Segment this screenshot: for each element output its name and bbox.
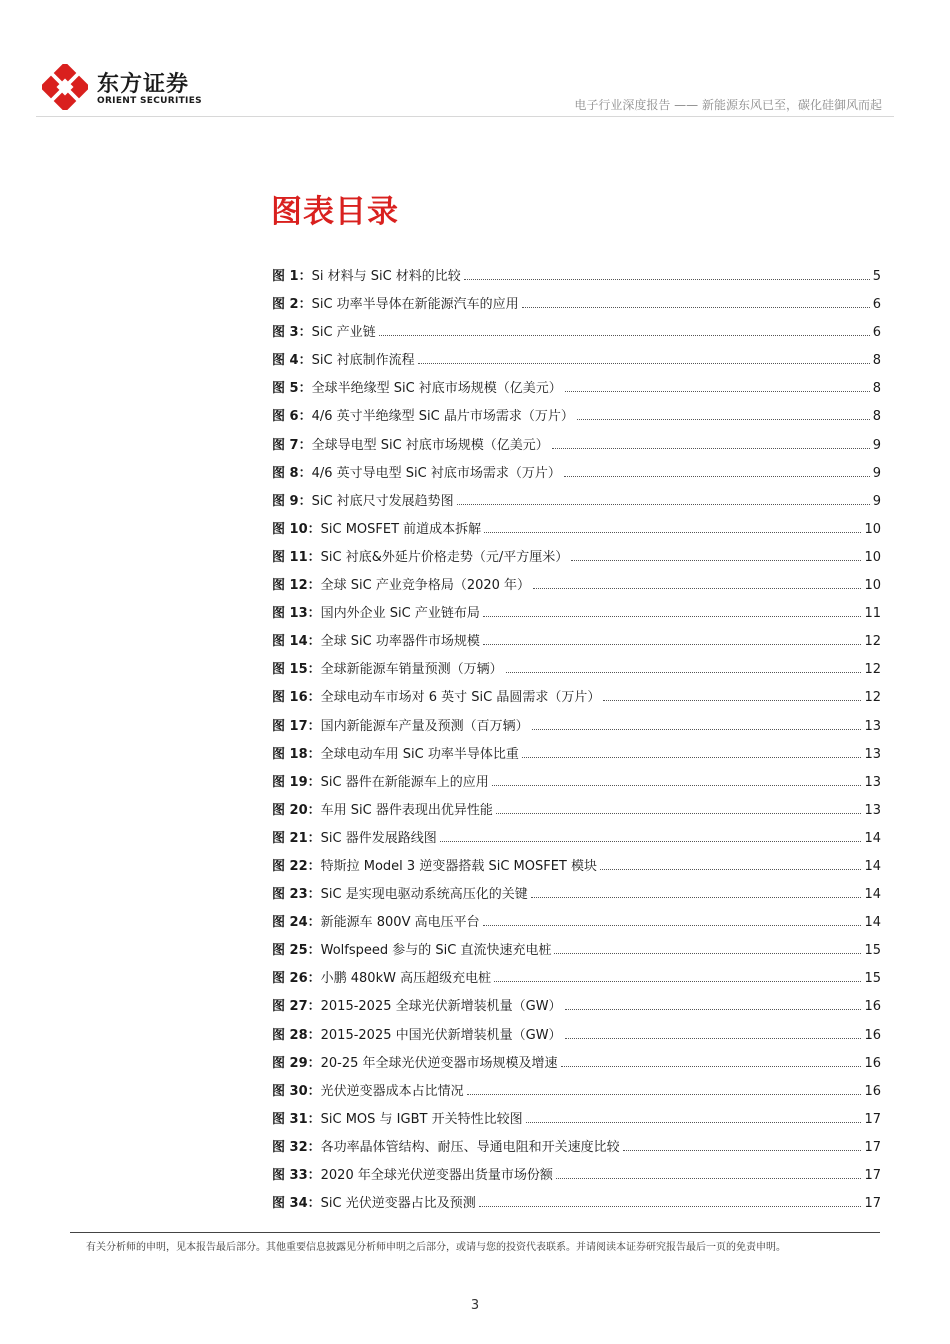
brand-name-en: ORIENT SECURITIES: [97, 96, 202, 106]
toc-entry-page: 9: [872, 465, 881, 481]
toc-entry-title: 新能源车 800V 高电压平台: [320, 915, 480, 931]
toc-entry-title: 各功率晶体管结构、耐压、导通电阻和开关速度比较: [320, 1139, 620, 1155]
toc-dot-leader: [379, 335, 870, 336]
toc-entry-number: 图 5：: [272, 381, 312, 397]
toc-entry-page: 12: [864, 662, 881, 678]
toc-entry-page: 14: [864, 830, 881, 846]
toc-entry-title: 小鹏 480kW 高压超级充电桩: [320, 971, 492, 987]
toc-dot-leader: [418, 363, 870, 364]
toc-entry[interactable]: [272, 940, 881, 968]
toc-entry-number: 图 24：: [272, 915, 321, 931]
toc-entry-number: 图 3：: [272, 325, 312, 341]
toc-entry[interactable]: [272, 1053, 881, 1081]
toc-entry[interactable]: [272, 631, 881, 659]
toc-dot-leader: [464, 279, 870, 280]
toc-entry-page: 17: [864, 1196, 881, 1212]
toc-dot-leader: [492, 785, 862, 786]
toc-entry[interactable]: [272, 491, 881, 519]
toc-entry-title: SiC MOS 与 IGBT 开关特性比较图: [320, 1111, 523, 1127]
toc-entry-number: 图 10：: [272, 521, 321, 537]
toc-entry-title: SiC 功率半导体在新能源汽车的应用: [311, 297, 519, 313]
toc-dot-leader: [531, 897, 862, 898]
toc-entry-page: 13: [864, 774, 881, 790]
toc-entry-page: 16: [864, 1055, 881, 1071]
toc-entry-number: 图 23：: [272, 887, 321, 903]
toc-entry-title: 国内新能源车产量及预测（百万辆）: [320, 718, 529, 734]
toc-entry[interactable]: [272, 687, 881, 715]
toc-dot-leader: [479, 1206, 862, 1207]
toc-dot-leader: [603, 700, 861, 701]
toc-entry[interactable]: [272, 968, 881, 996]
toc-entry[interactable]: [272, 350, 881, 378]
toc-dot-leader: [577, 419, 870, 420]
toc-entry-title: 全球新能源车销量预测（万辆）: [320, 662, 503, 678]
toc-entry[interactable]: [272, 322, 881, 350]
toc-dot-leader: [565, 1009, 862, 1010]
toc-entry[interactable]: [272, 800, 881, 828]
toc-entry-title: 2015-2025 全球光伏新增装机量（GW）: [320, 999, 562, 1015]
toc-entry-number: 图 14：: [272, 634, 321, 650]
toc-entry-title: 全球电动车用 SiC 功率半导体比重: [320, 746, 519, 762]
toc-dot-leader: [564, 476, 870, 477]
toc-entry[interactable]: [272, 1193, 881, 1221]
toc-entry-page: 15: [864, 971, 881, 987]
toc-entry-page: 10: [864, 521, 881, 537]
toc-entry-page: 15: [864, 943, 881, 959]
toc-entry-page: 5: [872, 269, 881, 284]
toc-entry[interactable]: [272, 1081, 881, 1109]
toc-entry-number: 图 26：: [272, 971, 321, 987]
toc-entry-page: 16: [864, 1083, 881, 1099]
toc-entry-title: 国内外企业 SiC 产业链布局: [320, 606, 480, 622]
toc-entry-page: 10: [864, 578, 881, 594]
toc-dot-leader: [457, 504, 870, 505]
toc-entry-page: 13: [864, 718, 881, 734]
toc-entry-page: 12: [864, 634, 881, 650]
toc-entry-title: SiC 是实现电驱动系统高压化的关键: [320, 887, 528, 903]
toc-entry-page: 17: [864, 1111, 881, 1127]
toc-entry[interactable]: [272, 266, 881, 294]
toc-entry-number: 图 31：: [272, 1111, 321, 1127]
toc-entry-number: 图 12：: [272, 578, 321, 594]
toc-dot-leader: [494, 981, 861, 982]
toc-entry-number: 图 16：: [272, 690, 321, 706]
toc-dot-leader: [600, 869, 861, 870]
toc-entry-page: 14: [864, 858, 881, 874]
toc-dot-leader: [533, 588, 861, 589]
toc-entry-page: 11: [864, 606, 881, 622]
toc-dot-leader: [496, 813, 862, 814]
toc-entry-number: 图 25：: [272, 943, 321, 959]
toc-entry-number: 图 13：: [272, 606, 321, 622]
toc-entry-page: 13: [864, 802, 881, 818]
toc-entry-page: 14: [864, 887, 881, 903]
toc-dot-leader: [556, 1178, 862, 1179]
toc-entry-number: 图 29：: [272, 1055, 321, 1071]
toc-dot-leader: [522, 307, 870, 308]
toc-entry[interactable]: [272, 463, 881, 491]
toc-dot-leader: [522, 757, 862, 758]
toc-entry-title: 全球 SiC 功率器件市场规模: [320, 634, 480, 650]
toc-entry-title: 特斯拉 Model 3 逆变器搭载 SiC MOSFET 模块: [320, 858, 597, 874]
toc-entry-title: 2015-2025 中国光伏新增装机量（GW）: [320, 1027, 562, 1043]
toc-entry-number: 图 18：: [272, 746, 321, 762]
toc-entry[interactable]: [272, 378, 881, 406]
toc-entry-number: 图 27：: [272, 999, 321, 1015]
toc-entry-page: 17: [864, 1139, 881, 1155]
toc-entry[interactable]: [272, 603, 881, 631]
toc-entry[interactable]: [272, 1137, 881, 1165]
toc-entry-page: 13: [864, 746, 881, 762]
figure-table-of-contents: [272, 266, 881, 1221]
toc-dot-leader: [532, 729, 862, 730]
toc-entry-title: 全球半绝缘型 SiC 衬底市场规模（亿美元）: [311, 381, 562, 397]
toc-entry[interactable]: [272, 996, 881, 1024]
toc-entry-number: 图 30：: [272, 1083, 321, 1099]
toc-entry[interactable]: [272, 772, 881, 800]
toc-dot-leader: [484, 532, 861, 533]
toc-dot-leader: [526, 1122, 862, 1123]
toc-entry-page: 9: [872, 493, 881, 509]
toc-entry-page: 9: [872, 437, 881, 453]
header-divider: [36, 116, 894, 117]
toc-dot-leader: [483, 925, 862, 926]
toc-entry[interactable]: [272, 912, 881, 940]
toc-entry[interactable]: [272, 575, 881, 603]
toc-dot-leader: [565, 1038, 862, 1039]
toc-dot-leader: [561, 1066, 862, 1067]
toc-entry-number: 图 7：: [272, 437, 312, 453]
toc-entry-number: 图 11：: [272, 549, 321, 565]
toc-dot-leader: [506, 672, 862, 673]
toc-entry[interactable]: [272, 294, 881, 322]
toc-entry-title: SiC 光伏逆变器占比及预测: [320, 1196, 476, 1212]
toc-dot-leader: [440, 841, 862, 842]
toc-entry-title: 光伏逆变器成本占比情况: [320, 1083, 464, 1099]
toc-entry-number: 图 20：: [272, 802, 321, 818]
toc-entry-number: 图 17：: [272, 718, 321, 734]
toc-entry-number: 图 22：: [272, 858, 321, 874]
toc-entry-number: 图 2：: [272, 297, 312, 313]
toc-entry[interactable]: [272, 435, 881, 463]
report-title: 电子行业深度报告 —— 新能源东风已至，碳化硅御风而起: [574, 98, 882, 112]
toc-entry[interactable]: [272, 884, 881, 912]
toc-entry-title: 2020 年全球光伏逆变器出货量市场份额: [320, 1168, 553, 1183]
toc-entry-title: SiC MOSFET 前道成本拆解: [320, 521, 482, 537]
toc-entry-number: 图 9：: [272, 493, 312, 509]
toc-entry-page: 17: [864, 1168, 881, 1183]
page-number: 3: [470, 1298, 480, 1313]
footer-divider: [70, 1232, 880, 1233]
toc-heading: 图表目录: [271, 194, 399, 230]
toc-entry-number: 图 8：: [272, 465, 312, 481]
toc-entry-title: SiC 衬底制作流程: [311, 353, 415, 369]
toc-entry[interactable]: [272, 547, 881, 575]
toc-entry-title: SiC 衬底&外延片价格走势（元/平方厘米）: [320, 549, 569, 565]
toc-entry-title: 车用 SiC 器件表现出优异性能: [320, 802, 493, 818]
toc-entry-page: 14: [864, 915, 881, 931]
toc-entry-number: 图 4：: [272, 353, 312, 369]
toc-entry-title: Wolfspeed 参与的 SiC 直流快速充电桩: [320, 943, 552, 959]
disclaimer-text: 有关分析师的申明，见本报告最后部分。其他重要信息披露见分析师申明之后部分，或请与您的投资代表联系。并请阅读本证券研究报告最后一页的免责申明。: [86, 1242, 786, 1253]
toc-entry[interactable]: [272, 659, 881, 687]
toc-entry-page: 6: [872, 325, 881, 341]
toc-entry-number: 图 1：: [272, 269, 312, 284]
toc-entry[interactable]: [272, 406, 881, 434]
brand-name-cn: 东方证券: [97, 72, 190, 97]
toc-entry-number: 图 34：: [272, 1196, 321, 1212]
toc-entry[interactable]: [272, 519, 881, 547]
toc-entry-title: 全球电动车市场对 6 英寸 SiC 晶圆需求（万片）: [320, 690, 601, 706]
toc-entry-title: SiC 产业链: [311, 325, 376, 341]
toc-entry[interactable]: [272, 828, 881, 856]
toc-dot-leader: [483, 616, 862, 617]
toc-entry[interactable]: [272, 1165, 881, 1193]
toc-entry[interactable]: [272, 744, 881, 772]
toc-entry-page: 16: [864, 1027, 881, 1043]
toc-entry-number: 图 6：: [272, 409, 312, 425]
toc-entry-number: 图 19：: [272, 774, 321, 790]
toc-dot-leader: [565, 391, 870, 392]
toc-entry-title: SiC 器件发展路线图: [320, 830, 437, 846]
toc-entry-number: 图 33：: [272, 1168, 321, 1183]
page-header: [0, 0, 950, 120]
toc-entry-title: 4/6 英寸半绝缘型 SiC 晶片市场需求（万片）: [311, 409, 574, 425]
toc-entry-title: Si 材料与 SiC 材料的比较: [311, 269, 461, 284]
toc-entry[interactable]: [272, 856, 881, 884]
toc-entry-number: 图 21：: [272, 830, 321, 846]
toc-dot-leader: [623, 1150, 862, 1151]
toc-dot-leader: [552, 448, 870, 449]
toc-entry-page: 8: [872, 381, 881, 397]
toc-entry-number: 图 15：: [272, 662, 321, 678]
toc-entry-page: 10: [864, 549, 881, 565]
toc-entry-title: SiC 衬底尺寸发展趋势图: [311, 493, 454, 509]
toc-entry-title: SiC 器件在新能源车上的应用: [320, 774, 489, 790]
orient-securities-logo-icon: [42, 64, 88, 110]
toc-entry-page: 8: [872, 409, 881, 425]
toc-dot-leader: [554, 953, 861, 954]
toc-dot-leader: [571, 560, 861, 561]
toc-entry[interactable]: [272, 1025, 881, 1053]
toc-entry-title: 4/6 英寸导电型 SiC 衬底市场需求（万片）: [311, 465, 561, 481]
toc-entry-title: 20-25 年全球光伏逆变器市场规模及增速: [320, 1055, 558, 1071]
toc-entry-number: 图 32：: [272, 1139, 321, 1155]
toc-entry-number: 图 28：: [272, 1027, 321, 1043]
toc-dot-leader: [467, 1094, 862, 1095]
toc-entry-title: 全球 SiC 产业竞争格局（2020 年）: [320, 578, 531, 594]
toc-entry-page: 6: [872, 297, 881, 313]
toc-entry-page: 12: [864, 690, 881, 706]
toc-dot-leader: [483, 644, 862, 645]
toc-entry[interactable]: [272, 1109, 881, 1137]
toc-entry-page: 8: [872, 353, 881, 369]
toc-entry[interactable]: [272, 716, 881, 744]
toc-entry-page: 16: [864, 999, 881, 1015]
toc-entry-title: 全球导电型 SiC 衬底市场规模（亿美元）: [311, 437, 549, 453]
